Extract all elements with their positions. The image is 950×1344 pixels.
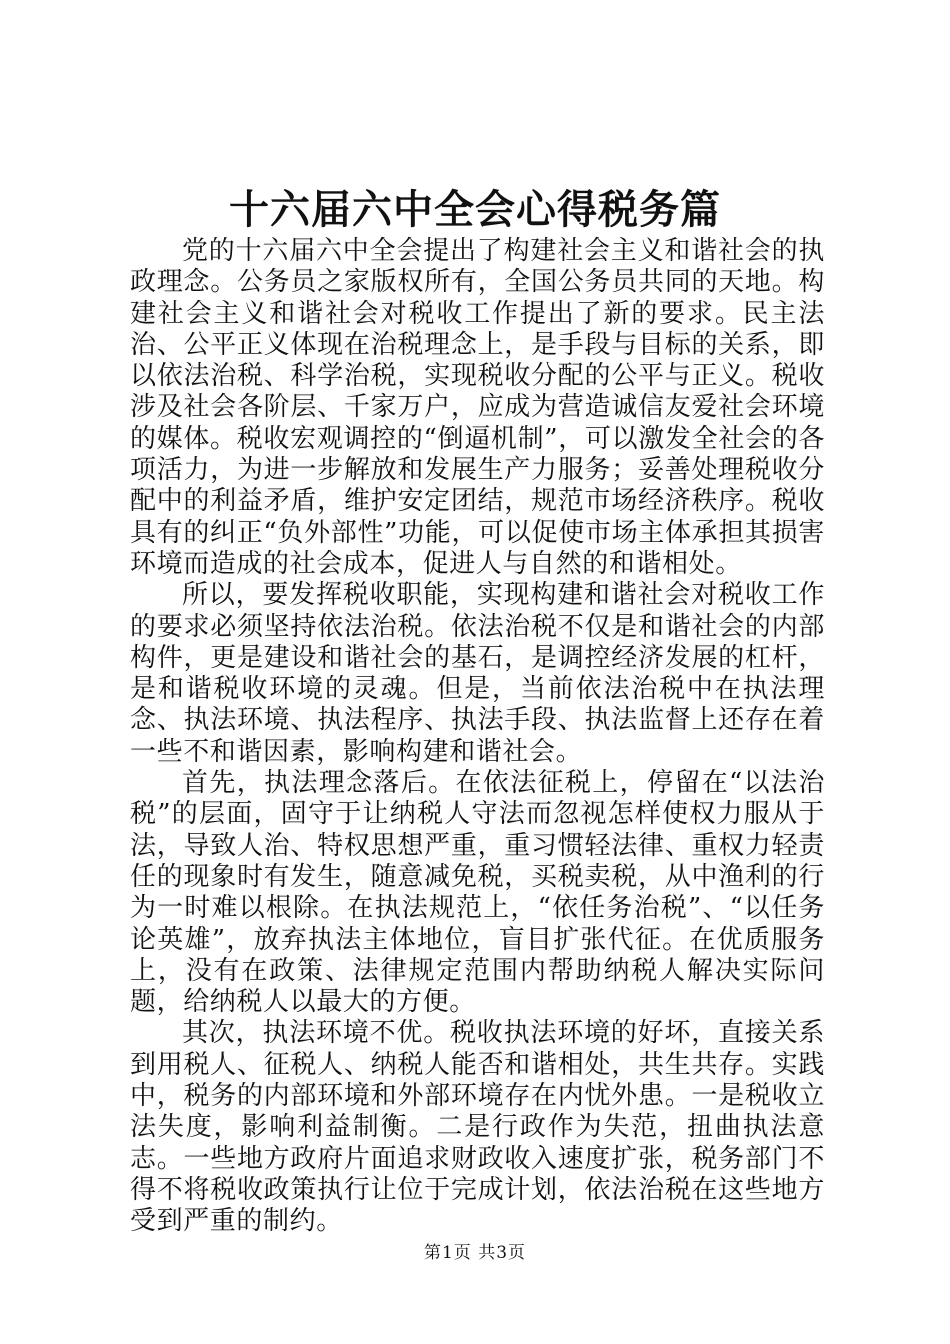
page-number-footer: 第1页 共3页 [423,1243,527,1263]
paragraph-2: 所以，要发挥税收职能，实现构建和谐社会对税收工作的要求必须坚持依法治税。依法治税不仅是和谐社会的内部构件，更是建设和谐社会的基石，是调控经济发展的杠杆，是和谐税收环境的灵魂。但是，当前依法治税中在执法理念、执法环境、执法程序、执法手段、执法监督上还存在着一些不和谐因素，影响构建和谐社会。 [130,580,825,767]
document-body [130,236,825,1238]
paragraph-4: 其次，执法环境不优。税收执法环境的好坏，直接关系到用税人、征税人、纳税人能否和谐相处，共生共存。实践中，税务的内部环境和外部环境存在内忧外患。一是税收立法失度，影响利益制衡。二是行政作为失范，扭曲执法意志。一些地方政府片面追求财政收入速度扩张，税务部门不得不将税收政策执行让位于完成计划，依法治税在这些地方受到严重的制约。 [130,1018,825,1237]
paragraph-1: 党的十六届六中全会提出了构建社会主义和谐社会的执政理念。公务员之家版权所有，全国公务员共同的天地。构建社会主义和谐社会对税收工作提出了新的要求。民主法治、公平正义体现在治税理念上，是手段与目标的关系，即以依法治税、科学治税，实现税收分配的公平与正义。税收涉及社会各阶层、千家万户，应成为营造诚信友爱社会环境的媒体。税收宏观调控的“倒逼机制”，可以激发全社会的各项活力，为进一步解放和发展生产力服务；妥善处理税收分配中的利益矛盾，维护安定团结，规范市场经济秩序。税收具有的纠正“负外部性”功能，可以促使市场主体承担其损害环境而造成的社会成本，促进人与自然的和谐相处。 [130,236,825,579]
document-title: 十六届六中全会心得税务篇 [229,186,721,233]
paragraph-3: 首先，执法理念落后。在依法征税上，停留在“以法治税”的层面，固守于让纳税人守法而忽视怎样使权力服从于法，导致人治、特权思想严重，重习惯轻法律、重权力轻责任的现象时有发生，随意减免税，买税卖税，从中渔利的行为一时难以根除。在执法规范上，“依任务治税”、“以任务论英雄”，放弃执法主体地位，盲目扩张代征。在优质服务上，没有在政策、法律规定范围内帮助纳税人解决实际问题，给纳税人以最大的方便。 [130,768,825,1018]
